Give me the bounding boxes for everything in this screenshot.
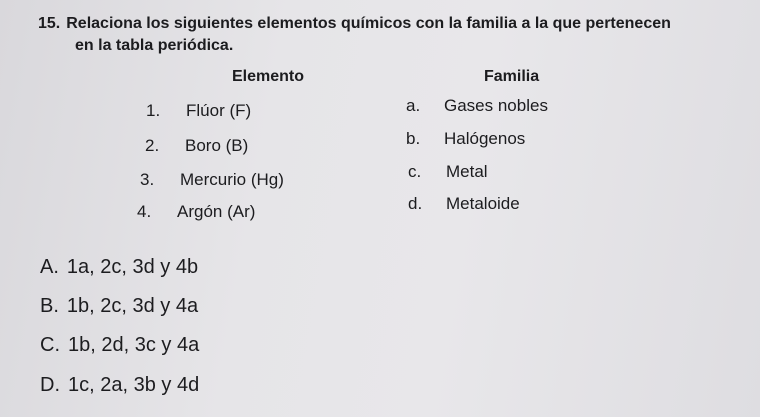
element-text: Flúor (F) (186, 101, 252, 120)
element-text: Argón (Ar) (177, 202, 256, 221)
option-label: C. (40, 334, 60, 356)
family-text: Metaloide (446, 194, 520, 213)
element-row-2 (145, 136, 248, 156)
family-text: Metal (446, 162, 488, 181)
element-row-4 (137, 202, 255, 222)
element-text: Mercurio (Hg) (180, 170, 284, 189)
family-label: d. (408, 194, 423, 213)
family-label: c. (408, 162, 422, 181)
option-text: 1c, 2a, 3b y 4d (68, 374, 200, 396)
question-text-line2: en la tabla periódica. (75, 37, 234, 54)
family-text: Halógenos (444, 129, 526, 148)
family-text: Gases nobles (444, 96, 548, 115)
question-number: 15. (38, 15, 61, 32)
question-header (38, 14, 671, 34)
element-text: Boro (B) (185, 136, 249, 155)
header-familia: Familia (484, 68, 540, 85)
element-label: 4. (137, 202, 152, 221)
family-row-c (408, 162, 488, 182)
option-text: 1a, 2c, 3d y 4b (66, 256, 199, 278)
element-label: 1. (146, 101, 161, 120)
element-label: 2. (145, 136, 160, 155)
answer-option-b[interactable] (40, 295, 198, 318)
element-label: 3. (140, 170, 155, 189)
option-text: 1b, 2d, 3c y 4a (68, 334, 200, 356)
option-label: B. (40, 295, 59, 317)
header-elemento: Elemento (232, 68, 305, 85)
option-label: A. (40, 256, 59, 278)
answer-option-d[interactable] (40, 374, 199, 397)
element-row-3 (140, 170, 284, 190)
family-row-b (406, 129, 525, 149)
option-text: 1b, 2c, 3d y 4a (66, 295, 199, 317)
family-label: b. (406, 129, 421, 148)
option-label: D. (40, 374, 60, 396)
family-label: a. (406, 96, 421, 115)
family-row-d (408, 194, 520, 214)
element-row-1 (146, 101, 251, 121)
answer-option-c[interactable] (40, 334, 199, 357)
question-text-line1: Relaciona los siguientes elementos químicos con la familia a la que pertenecen (66, 15, 671, 32)
family-row-a (406, 96, 548, 116)
answer-option-a[interactable] (40, 256, 198, 279)
